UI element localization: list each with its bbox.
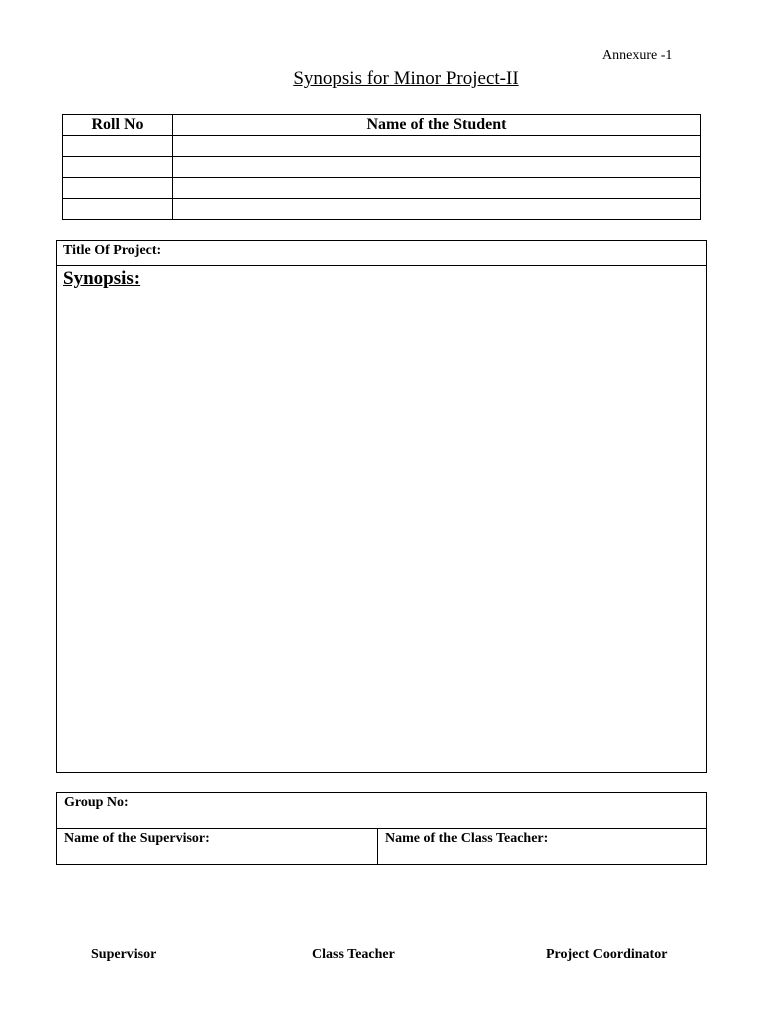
student-name-cell[interactable] — [173, 157, 701, 178]
supervisor-label: Name of the Supervisor: — [64, 831, 210, 846]
supervisor-signature-label: Supervisor — [91, 947, 157, 962]
table-header-row — [63, 115, 701, 136]
roll-no-cell[interactable] — [63, 199, 173, 220]
student-name-cell[interactable] — [173, 199, 701, 220]
table-row — [63, 136, 701, 157]
annexure-label: Annexure -1 — [602, 48, 673, 63]
names-row — [57, 829, 706, 864]
student-name-header: Name of the Student — [173, 115, 701, 136]
class-teacher-signature-label: Class Teacher — [312, 947, 395, 962]
project-title-field[interactable] — [57, 241, 706, 266]
table-row — [63, 199, 701, 220]
details-box — [56, 792, 707, 865]
student-name-cell[interactable] — [173, 178, 701, 199]
student-name-cell[interactable] — [173, 136, 701, 157]
roll-no-cell[interactable] — [63, 178, 173, 199]
project-title-label: Title Of Project: — [63, 243, 162, 258]
synopsis-heading: Synopsis: — [63, 268, 141, 289]
group-no-label: Group No: — [64, 795, 129, 810]
student-table — [62, 114, 701, 220]
class-teacher-field[interactable] — [378, 829, 706, 864]
supervisor-field[interactable] — [57, 829, 378, 864]
roll-no-cell[interactable] — [63, 136, 173, 157]
table-row — [63, 157, 701, 178]
table-row — [63, 178, 701, 199]
project-coordinator-signature-label: Project Coordinator — [546, 947, 668, 962]
roll-no-cell[interactable] — [63, 157, 173, 178]
class-teacher-label: Name of the Class Teacher: — [385, 831, 549, 846]
document-title: Synopsis for Minor Project-II — [293, 68, 519, 89]
group-no-field[interactable] — [57, 793, 706, 829]
roll-no-header: Roll No — [63, 115, 173, 136]
project-box — [56, 240, 707, 773]
